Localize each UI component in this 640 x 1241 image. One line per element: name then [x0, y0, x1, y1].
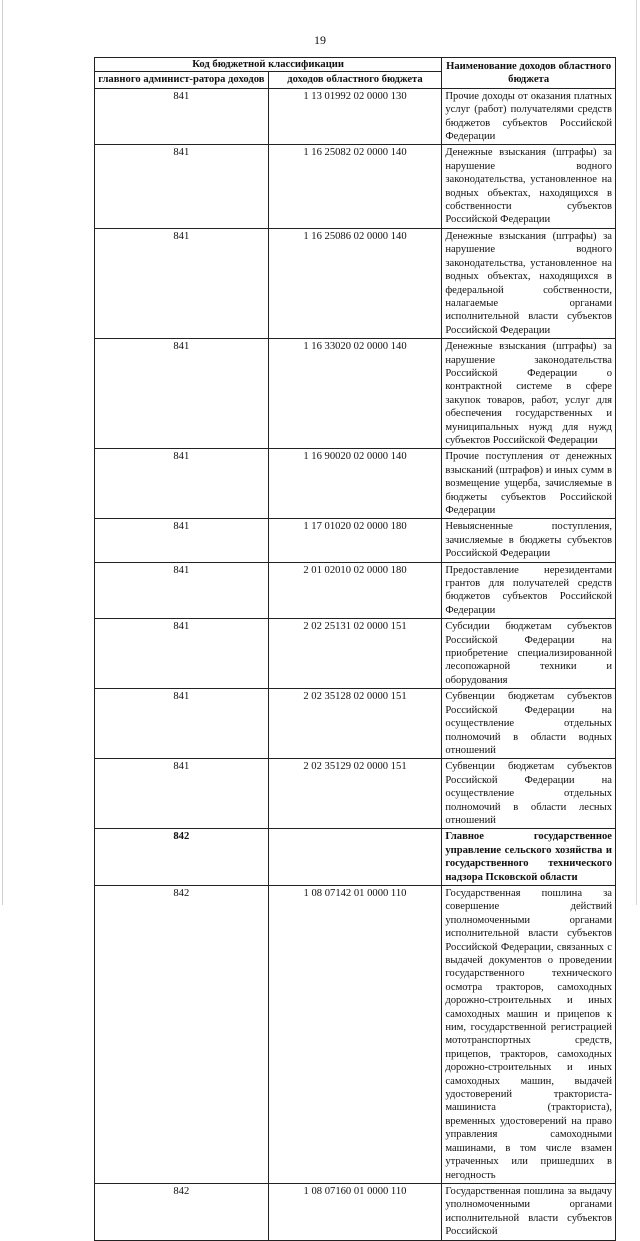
- income-code-cell: 1 17 01020 02 0000 180: [268, 519, 442, 562]
- admin-code-cell: 842: [95, 885, 269, 1183]
- table-row: [95, 228, 616, 338]
- scan-edge-right: [636, 0, 637, 905]
- income-name-cell: Субсидии бюджетам субъектов Российской Федерации на приобретение специализированной лесопожарной техники и оборудования: [442, 619, 616, 689]
- income-code-cell: 2 02 25131 02 0000 151: [268, 619, 442, 689]
- scan-edge-left: [2, 0, 3, 905]
- income-name-cell: Субвенции бюджетам субъектов Российской Федерации на осуществление отдельных полномочий в области лесных отношений: [442, 759, 616, 829]
- income-column-header: доходов областного бюджета: [268, 72, 442, 88]
- table-row: [95, 829, 616, 886]
- income-code-cell: 2 02 35129 02 0000 151: [268, 759, 442, 829]
- income-code-cell: 1 16 25086 02 0000 140: [268, 228, 442, 338]
- income-code-cell: 2 02 35128 02 0000 151: [268, 689, 442, 759]
- admin-code-cell: 841: [95, 689, 269, 759]
- table-row: [95, 619, 616, 689]
- table-row: [95, 1183, 616, 1240]
- code-group-header: Код бюджетной классификации: [95, 58, 442, 72]
- income-name-cell: Денежные взыскания (штрафы) за нарушение водного законодательства, установленное на водных объектах, находящихся в собственности субъектов Российской Федерации: [442, 145, 616, 228]
- table-row: [95, 689, 616, 759]
- table-row: [95, 449, 616, 519]
- admin-code-cell: 841: [95, 339, 269, 449]
- table-row: [95, 519, 616, 562]
- budget-classification-table-container: [94, 57, 616, 1241]
- income-name-cell: Прочие поступления от денежных взысканий (штрафов) и иных сумм в возмещение ущерба, зачисляемые в бюджеты субъектов Российской Федерации: [442, 449, 616, 519]
- table-header: [95, 58, 616, 89]
- table-row: [95, 885, 616, 1183]
- income-code-cell: 1 08 07142 01 0000 110: [268, 885, 442, 1183]
- admin-code-cell: 841: [95, 88, 269, 145]
- income-name-cell: Денежные взыскания (штрафы) за нарушение водного законодательства, установленное на водных объектах, находящихся в федеральной собственности, налагаемые органами исполнительной власти субъектов Российской Федерации: [442, 228, 616, 338]
- page-number: 19: [314, 33, 326, 47]
- admin-code-cell: 842: [95, 1183, 269, 1240]
- income-code-cell: [268, 829, 442, 886]
- income-code-cell: 1 16 90020 02 0000 140: [268, 449, 442, 519]
- income-name-cell: Субвенции бюджетам субъектов Российской Федерации на осуществление отдельных полномочий в области водных отношений: [442, 689, 616, 759]
- admin-code-cell: 841: [95, 519, 269, 562]
- admin-code-cell: 841: [95, 449, 269, 519]
- income-name-cell: Главное государственное управление сельского хозяйства и государственного технического надзора Псковской области: [442, 829, 616, 886]
- income-name-cell: Невыясненные поступления, зачисляемые в бюджеты субъектов Российской Федерации: [442, 519, 616, 562]
- table-row: [95, 339, 616, 449]
- income-name-cell: Денежные взыскания (штрафы) за нарушение законодательства Российской Федерации о контрактной системе в сфере закупок товаров, работ, услуг для обеспечения государственных и муниципальных нужд для нужд субъектов Российской Федерации: [442, 339, 616, 449]
- income-name-cell: Предоставление нерезидентами грантов для получателей средств бюджетов субъектов Российской Федерации: [442, 562, 616, 619]
- table-body: [95, 88, 616, 1240]
- income-name-cell: Прочие доходы от оказания платных услуг (работ) получателями средств бюджетов субъектов Российской Федерации: [442, 88, 616, 145]
- income-code-cell: 1 08 07160 01 0000 110: [268, 1183, 442, 1240]
- admin-code-cell: 841: [95, 145, 269, 228]
- admin-code-cell: 841: [95, 228, 269, 338]
- budget-classification-table: [94, 57, 616, 1241]
- name-column-header: Наименование доходов областного бюджета: [442, 58, 616, 89]
- income-code-cell: 1 16 33020 02 0000 140: [268, 339, 442, 449]
- income-code-cell: 1 16 25082 02 0000 140: [268, 145, 442, 228]
- income-code-cell: 1 13 01992 02 0000 130: [268, 88, 442, 145]
- table-row: [95, 88, 616, 145]
- table-row: [95, 759, 616, 829]
- admin-code-cell: 841: [95, 759, 269, 829]
- admin-code-cell: 841: [95, 619, 269, 689]
- admin-column-header: главного админист-ратора доходов: [95, 72, 269, 88]
- table-row: [95, 145, 616, 228]
- income-name-cell: Государственная пошлина за выдачу уполномоченными органами исполнительной власти субъектов Российской: [442, 1183, 616, 1240]
- income-code-cell: 2 01 02010 02 0000 180: [268, 562, 442, 619]
- income-name-cell: Государственная пошлина за совершение действий уполномоченными органами исполнительной власти субъектов Российской Федерации, связанных с выдачей документов о проведении государственного технического осмотра тракторов, самоходных дорожно-строительных и иных самоходных машин и прицепов к ним, государственной регистрацией мототранспортных средств, прицепов, тракторов, самоходных дорожно-строительных и иных самоходных машин, выдачей удостоверений тракториста-машиниста (тракториста), временных удостоверений на право управления самоходными машинами, в том числе взамен утраченных или пришедших в негодность: [442, 885, 616, 1183]
- table-row: [95, 562, 616, 619]
- admin-code-cell: 842: [95, 829, 269, 886]
- admin-code-cell: 841: [95, 562, 269, 619]
